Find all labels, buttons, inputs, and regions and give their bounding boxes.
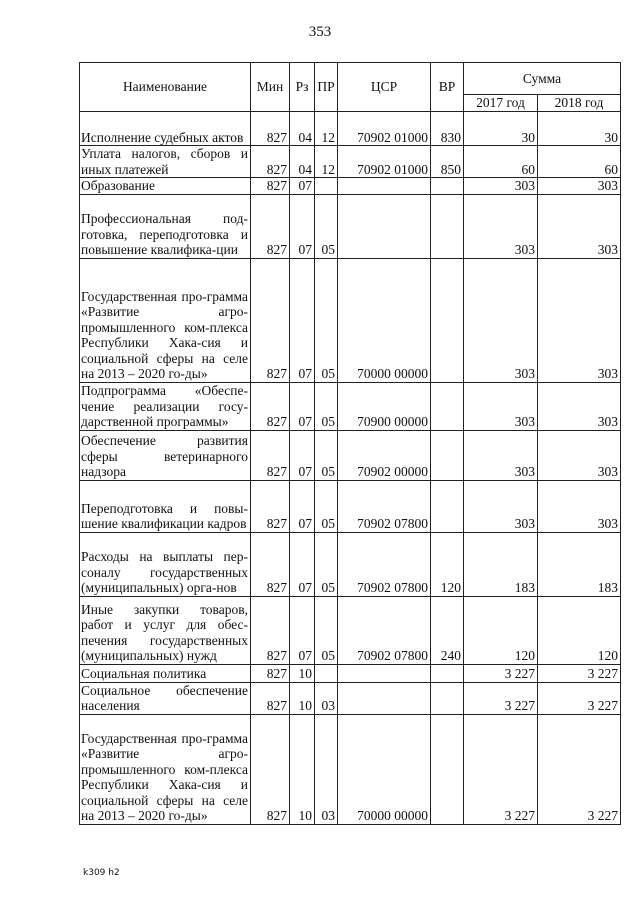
cell-sum-2018: 303: [538, 258, 621, 382]
cell-csr: 70000 00000: [338, 714, 431, 824]
cell-rz: 07: [290, 430, 315, 480]
cell-pr: [315, 664, 338, 682]
cell-pr: 12: [315, 112, 338, 146]
cell-csr: [338, 178, 431, 195]
cell-vr: [431, 714, 464, 824]
cell-rz: 04: [290, 146, 315, 178]
footer-code: k309 h2: [83, 868, 120, 878]
cell-vr: [431, 480, 464, 532]
header-name: Наименование: [80, 63, 251, 112]
cell-vr: 240: [431, 596, 464, 664]
cell-name: Профессиональная под-готовка, переподготовка и повышение квалифика-ции: [80, 194, 251, 258]
cell-pr: [315, 178, 338, 195]
cell-sum-2018: 303: [538, 430, 621, 480]
table-row: [80, 596, 621, 664]
table-row: [80, 682, 621, 714]
cell-pr: 05: [315, 430, 338, 480]
cell-vr: [431, 664, 464, 682]
cell-name: Государственная про-грамма «Развитие агро-промышленного ком-плекса Республики Хака-сия и социальной сферы на селе на 2013 – 2020 го-ды»: [80, 258, 251, 382]
cell-rz: 10: [290, 682, 315, 714]
cell-vr: [431, 430, 464, 480]
cell-name: Уплата налогов, сборов и иных платежей: [80, 146, 251, 178]
cell-min: 827: [251, 382, 290, 430]
table-row: [80, 714, 621, 824]
cell-rz: 07: [290, 382, 315, 430]
cell-min: 827: [251, 714, 290, 824]
budget-table: [79, 62, 621, 825]
cell-sum-2018: 3 227: [538, 714, 621, 824]
cell-name: Обеспечение развития сферы ветеринарного надзора: [80, 430, 251, 480]
cell-pr: 03: [315, 682, 338, 714]
cell-vr: [431, 682, 464, 714]
cell-name: Государственная про-грамма «Развитие агро-промышленного ком-плекса Республики Хака-сия и социальной сферы на селе на 2013 – 2020 го-ды»: [80, 714, 251, 824]
cell-min: 827: [251, 112, 290, 146]
cell-pr: 03: [315, 714, 338, 824]
cell-vr: 120: [431, 532, 464, 596]
cell-csr: 70902 07800: [338, 532, 431, 596]
cell-csr: 70902 07800: [338, 596, 431, 664]
cell-csr: 70902 00000: [338, 430, 431, 480]
header-rz: Рз: [290, 63, 315, 112]
header-csr: ЦСР: [338, 63, 431, 112]
table-row: [80, 112, 621, 146]
cell-sum-2018: 303: [538, 382, 621, 430]
cell-sum-2017: 30: [464, 112, 538, 146]
cell-pr: 05: [315, 532, 338, 596]
cell-pr: 05: [315, 194, 338, 258]
header-year-2018: 2018 год: [538, 95, 621, 112]
cell-sum-2017: 3 227: [464, 664, 538, 682]
cell-min: 827: [251, 532, 290, 596]
table-row: [80, 194, 621, 258]
cell-sum-2017: 183: [464, 532, 538, 596]
cell-name: Иные закупки товаров, работ и услуг для обес-печения государственных (муниципальных) нужд: [80, 596, 251, 664]
cell-sum-2017: 3 227: [464, 682, 538, 714]
table-row: [80, 532, 621, 596]
cell-vr: 830: [431, 112, 464, 146]
cell-name: Переподготовка и повы-шение квалификации кадров: [80, 480, 251, 532]
cell-rz: 07: [290, 194, 315, 258]
header-year-2017: 2017 год: [464, 95, 538, 112]
cell-pr: 05: [315, 258, 338, 382]
cell-rz: 07: [290, 532, 315, 596]
cell-csr: [338, 664, 431, 682]
table-row: [80, 382, 621, 430]
table-body: [80, 112, 621, 825]
cell-sum-2017: 303: [464, 480, 538, 532]
cell-sum-2017: 303: [464, 430, 538, 480]
cell-sum-2017: 303: [464, 258, 538, 382]
cell-rz: 07: [290, 596, 315, 664]
cell-min: 827: [251, 258, 290, 382]
cell-csr: 70902 07800: [338, 480, 431, 532]
table-row: [80, 146, 621, 178]
cell-rz: 04: [290, 112, 315, 146]
cell-sum-2018: 303: [538, 480, 621, 532]
cell-sum-2018: 183: [538, 532, 621, 596]
table-row: [80, 664, 621, 682]
cell-name: Подпрограмма «Обеспе-чение реализации госу-дарственной программы»: [80, 382, 251, 430]
cell-min: 827: [251, 480, 290, 532]
cell-sum-2017: 120: [464, 596, 538, 664]
cell-name: Образование: [80, 178, 251, 195]
header-pr: ПР: [315, 63, 338, 112]
cell-min: 827: [251, 664, 290, 682]
cell-sum-2018: 60: [538, 146, 621, 178]
cell-sum-2018: 3 227: [538, 664, 621, 682]
cell-pr: 05: [315, 596, 338, 664]
table-row: [80, 480, 621, 532]
cell-min: 827: [251, 596, 290, 664]
cell-csr: 70900 00000: [338, 382, 431, 430]
cell-name: Расходы на выплаты пер-соналу государственных (муниципальных) орга-нов: [80, 532, 251, 596]
cell-rz: 07: [290, 178, 315, 195]
cell-sum-2018: 120: [538, 596, 621, 664]
cell-rz: 07: [290, 480, 315, 532]
table-row: [80, 430, 621, 480]
cell-min: 827: [251, 682, 290, 714]
cell-rz: 10: [290, 664, 315, 682]
cell-csr: 70902 01000: [338, 146, 431, 178]
cell-pr: 05: [315, 480, 338, 532]
cell-pr: 12: [315, 146, 338, 178]
cell-vr: [431, 194, 464, 258]
cell-sum-2017: 303: [464, 382, 538, 430]
cell-name: Социальная политика: [80, 664, 251, 682]
cell-sum-2017: 303: [464, 178, 538, 195]
cell-sum-2018: 303: [538, 178, 621, 195]
cell-sum-2018: 303: [538, 194, 621, 258]
cell-sum-2017: 303: [464, 194, 538, 258]
cell-sum-2017: 3 227: [464, 714, 538, 824]
cell-min: 827: [251, 178, 290, 195]
header-vr: ВР: [431, 63, 464, 112]
cell-csr: 70000 00000: [338, 258, 431, 382]
cell-name: Исполнение судебных актов: [80, 112, 251, 146]
cell-vr: [431, 178, 464, 195]
header-min: Мин: [251, 63, 290, 112]
cell-sum-2018: 3 227: [538, 682, 621, 714]
table-row: [80, 178, 621, 195]
page-number: 353: [308, 24, 332, 40]
header-sum: Сумма: [464, 63, 621, 95]
cell-csr: 70902 01000: [338, 112, 431, 146]
cell-rz: 07: [290, 258, 315, 382]
cell-min: 827: [251, 430, 290, 480]
cell-sum-2018: 30: [538, 112, 621, 146]
cell-vr: 850: [431, 146, 464, 178]
cell-vr: [431, 258, 464, 382]
cell-rz: 10: [290, 714, 315, 824]
cell-name: Социальное обеспечение населения: [80, 682, 251, 714]
cell-min: 827: [251, 146, 290, 178]
cell-sum-2017: 60: [464, 146, 538, 178]
cell-csr: [338, 682, 431, 714]
cell-csr: [338, 194, 431, 258]
cell-min: 827: [251, 194, 290, 258]
table-row: [80, 258, 621, 382]
cell-pr: 05: [315, 382, 338, 430]
cell-vr: [431, 382, 464, 430]
